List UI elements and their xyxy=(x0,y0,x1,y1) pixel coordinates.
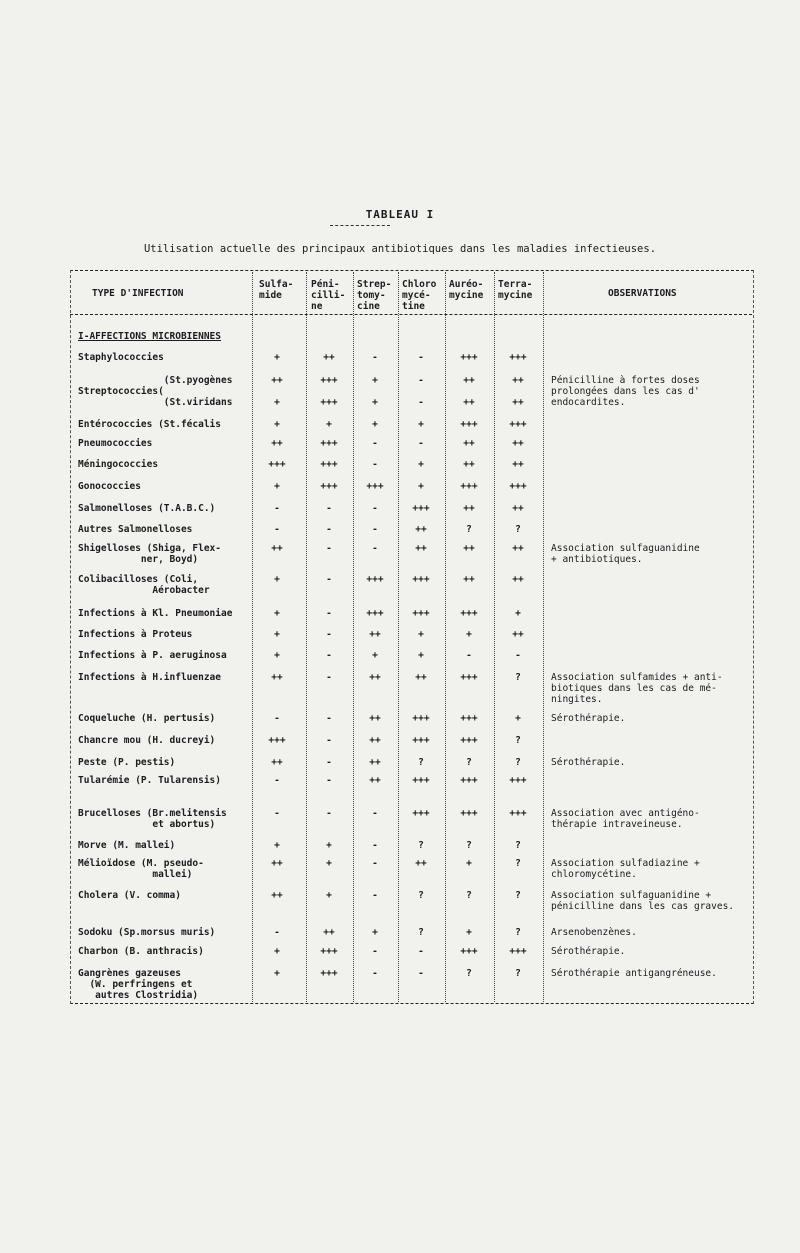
efficacy-cell: +++ xyxy=(460,481,478,492)
efficacy-cell: +++ xyxy=(460,775,478,786)
efficacy-cell: - xyxy=(372,543,378,554)
efficacy-cell: + + xyxy=(372,375,378,408)
efficacy-cell: ++ xyxy=(415,524,427,535)
infection-name: Coqueluche (H. pertusis) xyxy=(78,713,216,724)
efficacy-cell: ++ xyxy=(463,503,475,514)
efficacy-cell: ++ xyxy=(415,858,427,869)
efficacy-cell: +++ xyxy=(412,713,430,724)
observation-text: Association sulfamides + anti- biotiques dans les cas de mé- ningites. xyxy=(551,672,723,705)
efficacy-cell: ++ xyxy=(369,757,381,768)
efficacy-cell: - xyxy=(372,946,378,957)
efficacy-cell: +++ xyxy=(268,735,286,746)
efficacy-cell: - xyxy=(372,858,378,869)
efficacy-cell: + xyxy=(274,650,280,661)
efficacy-cell: ++ xyxy=(271,858,283,869)
infection-name: Colibacilloses (Coli, Aérobacter xyxy=(78,574,210,596)
efficacy-cell: +++ +++ xyxy=(320,375,338,408)
efficacy-cell: - xyxy=(372,890,378,901)
table-title: TABLEAU I xyxy=(365,208,435,221)
efficacy-cell: - xyxy=(326,608,332,619)
infection-name: Tularémie (P. Tularensis) xyxy=(78,775,221,786)
column-separator xyxy=(543,272,544,1002)
efficacy-cell: ++ xyxy=(463,438,475,449)
efficacy-cell: + xyxy=(274,608,280,619)
efficacy-cell: +++ xyxy=(509,419,527,430)
efficacy-cell: - xyxy=(418,438,424,449)
efficacy-cell: + xyxy=(418,650,424,661)
efficacy-cell: ? xyxy=(418,757,424,768)
efficacy-cell: ? xyxy=(515,757,521,768)
column-separator xyxy=(445,272,446,1002)
efficacy-cell: - xyxy=(326,574,332,585)
efficacy-cell: +++ xyxy=(366,481,384,492)
section-heading: I-AFFECTIONS MICROBIENNES xyxy=(78,331,221,342)
efficacy-cell: +++ xyxy=(460,735,478,746)
efficacy-cell: - xyxy=(372,840,378,851)
efficacy-cell: +++ xyxy=(412,574,430,585)
header-terramycine: Terra- mycine xyxy=(498,279,533,301)
efficacy-cell: - xyxy=(274,503,280,514)
efficacy-cell: + xyxy=(466,629,472,640)
efficacy-cell: +++ xyxy=(509,946,527,957)
efficacy-cell: ++ xyxy=(415,543,427,554)
efficacy-cell: ++ xyxy=(271,757,283,768)
header-streptomycine: Strep- tomy- cine xyxy=(357,279,392,312)
efficacy-cell: - xyxy=(326,808,332,819)
efficacy-cell: + xyxy=(274,946,280,957)
efficacy-cell: + xyxy=(372,927,378,938)
efficacy-cell: +++ xyxy=(460,946,478,957)
infection-name: Méningococcies xyxy=(78,459,159,470)
efficacy-cell: + xyxy=(326,890,332,901)
efficacy-cell: +++ xyxy=(509,481,527,492)
observation-text: Association sulfaguanidine + pénicilline dans les cas graves. xyxy=(551,890,735,912)
observation-text: Sérothérapie antigangréneuse. xyxy=(551,968,717,979)
efficacy-cell: - xyxy=(418,946,424,957)
efficacy-cell: ++ xyxy=(463,574,475,585)
efficacy-cell: - xyxy=(515,650,521,661)
efficacy-cell: ++ xyxy=(512,459,524,470)
efficacy-cell: ++ xyxy=(369,713,381,724)
efficacy-cell: ++ xyxy=(512,574,524,585)
observation-text: Sérothérapie. xyxy=(551,946,626,957)
efficacy-cell: +++ xyxy=(412,808,430,819)
efficacy-cell: +++ xyxy=(509,808,527,819)
efficacy-cell: ? xyxy=(418,840,424,851)
efficacy-cell: - xyxy=(326,757,332,768)
infection-name: Chancre mou (H. ducreyi) xyxy=(78,735,216,746)
efficacy-cell: - xyxy=(274,713,280,724)
infection-name: Infections à Kl. Pneumoniae xyxy=(78,608,233,619)
efficacy-cell: ++ xyxy=(323,352,335,363)
efficacy-cell: +++ xyxy=(412,735,430,746)
efficacy-cell: ++ xyxy=(369,629,381,640)
efficacy-cell: ++ xyxy=(369,672,381,683)
infection-name: (St.pyogènes Streptococcies( (St.viridans xyxy=(78,375,233,408)
efficacy-cell: - xyxy=(418,352,424,363)
infection-name: Entérococcies (St.fécalis xyxy=(78,419,221,430)
efficacy-cell: +++ xyxy=(320,459,338,470)
efficacy-cell: + xyxy=(466,858,472,869)
observation-text: Association sulfaguanidine + antibiotiques. xyxy=(551,543,700,565)
infection-name: Charbon (B. anthracis) xyxy=(78,946,204,957)
efficacy-cell: ++ xyxy=(369,775,381,786)
efficacy-cell: + xyxy=(274,419,280,430)
efficacy-cell: + xyxy=(274,629,280,640)
efficacy-cell: - xyxy=(274,524,280,535)
efficacy-cell: ++ xyxy=(512,438,524,449)
efficacy-cell: ++ ++ xyxy=(512,375,524,408)
efficacy-cell: ? xyxy=(466,840,472,851)
infection-name: Cholera (V. comma) xyxy=(78,890,181,901)
header-chloromycetine: Chloro mycé- tine xyxy=(402,279,437,312)
efficacy-cell: - xyxy=(274,775,280,786)
efficacy-cell: - xyxy=(326,524,332,535)
infection-name: Salmonelloses (T.A.B.C.) xyxy=(78,503,216,514)
infection-name: Staphylococcies xyxy=(78,352,164,363)
infection-name: Infections à H.influenzae xyxy=(78,672,221,683)
efficacy-cell: ++ xyxy=(512,543,524,554)
efficacy-cell: - xyxy=(326,713,332,724)
efficacy-cell: ++ xyxy=(369,735,381,746)
efficacy-cell: ? xyxy=(515,735,521,746)
efficacy-cell: +++ xyxy=(460,608,478,619)
efficacy-cell: ? xyxy=(515,858,521,869)
observation-text: Sérothérapie. xyxy=(551,713,626,724)
efficacy-cell: + xyxy=(326,840,332,851)
efficacy-cell: ? xyxy=(418,890,424,901)
efficacy-cell: ? xyxy=(515,890,521,901)
efficacy-cell: ? xyxy=(515,927,521,938)
efficacy-cell: - xyxy=(466,650,472,661)
efficacy-cell: ? xyxy=(466,757,472,768)
efficacy-cell: ++ xyxy=(415,672,427,683)
observation-text: Arsenobenzènes. xyxy=(551,927,637,938)
efficacy-cell: + xyxy=(372,650,378,661)
efficacy-cell: ? xyxy=(515,672,521,683)
efficacy-cell: +++ xyxy=(460,672,478,683)
efficacy-cell: - xyxy=(372,808,378,819)
efficacy-cell: + xyxy=(274,574,280,585)
observation-text: Pénicilline à fortes doses prolongées dans les cas d' endocardites. xyxy=(551,375,700,408)
infection-name: Infections à P. aeruginosa xyxy=(78,650,227,661)
efficacy-cell: +++ xyxy=(460,352,478,363)
efficacy-cell: ? xyxy=(466,968,472,979)
efficacy-cell: - xyxy=(326,672,332,683)
efficacy-cell: +++ xyxy=(460,713,478,724)
efficacy-cell: ? xyxy=(466,524,472,535)
efficacy-cell: - xyxy=(372,459,378,470)
efficacy-cell: ++ xyxy=(463,543,475,554)
efficacy-cell: +++ xyxy=(320,946,338,957)
efficacy-cell: - xyxy=(372,968,378,979)
infection-name: Shigelloses (Shiga, Flex- ner, Boyd) xyxy=(78,543,221,565)
efficacy-cell: - xyxy=(326,629,332,640)
efficacy-cell: +++ xyxy=(412,503,430,514)
efficacy-cell: ++ xyxy=(271,672,283,683)
efficacy-cell: + xyxy=(418,459,424,470)
efficacy-cell: ++ xyxy=(271,890,283,901)
efficacy-cell: + xyxy=(274,352,280,363)
header-aureomycine: Auréo- mycine xyxy=(449,279,484,301)
efficacy-cell: ++ + xyxy=(271,375,283,408)
table-subtitle: Utilisation actuelle des principaux antibiotiques dans les maladies infectieuses. xyxy=(143,243,657,255)
infection-name: Gonococcies xyxy=(78,481,141,492)
efficacy-cell: +++ xyxy=(320,968,338,979)
header-type: TYPE D'INFECTION xyxy=(92,288,184,299)
infection-name: Autres Salmonelloses xyxy=(78,524,193,535)
efficacy-cell: + xyxy=(372,419,378,430)
efficacy-cell: +++ xyxy=(460,808,478,819)
efficacy-cell: ? xyxy=(515,968,521,979)
efficacy-cell: + xyxy=(274,840,280,851)
infection-name: Brucelloses (Br.melitensis et abortus) xyxy=(78,808,227,830)
efficacy-cell: - xyxy=(326,775,332,786)
efficacy-cell: - xyxy=(418,968,424,979)
efficacy-cell: - - xyxy=(418,375,424,408)
efficacy-cell: ++ xyxy=(271,543,283,554)
title-underline xyxy=(330,225,390,226)
efficacy-cell: - xyxy=(326,503,332,514)
header-sulfamide: Sulfa- mide xyxy=(259,279,294,301)
efficacy-cell: ++ xyxy=(271,438,283,449)
efficacy-cell: + xyxy=(418,481,424,492)
efficacy-cell: +++ xyxy=(412,775,430,786)
efficacy-cell: ? xyxy=(515,840,521,851)
header-observations: OBSERVATIONS xyxy=(608,288,677,299)
efficacy-cell: +++ xyxy=(320,481,338,492)
column-separator xyxy=(494,272,495,1002)
efficacy-cell: +++ xyxy=(509,352,527,363)
efficacy-cell: + xyxy=(418,629,424,640)
efficacy-cell: ? xyxy=(418,927,424,938)
header-separator xyxy=(70,314,752,315)
observation-text: Association avec antigéno- thérapie intraveineuse. xyxy=(551,808,700,830)
efficacy-cell: +++ xyxy=(509,775,527,786)
efficacy-cell: - xyxy=(326,543,332,554)
efficacy-cell: +++ xyxy=(460,419,478,430)
infection-name: Gangrènes gazeuses (W. perfringens et autres Clostridia) xyxy=(78,968,199,1001)
efficacy-cell: + xyxy=(515,713,521,724)
efficacy-cell: +++ xyxy=(366,574,384,585)
efficacy-cell: - xyxy=(372,503,378,514)
efficacy-cell: ++ xyxy=(463,459,475,470)
efficacy-cell: - xyxy=(372,524,378,535)
efficacy-cell: - xyxy=(274,808,280,819)
efficacy-cell: + xyxy=(466,927,472,938)
efficacy-cell: - xyxy=(372,352,378,363)
efficacy-cell: + xyxy=(515,608,521,619)
efficacy-cell: - xyxy=(274,927,280,938)
efficacy-cell: - xyxy=(326,650,332,661)
efficacy-cell: + xyxy=(326,419,332,430)
observation-text: Association sulfadiazine + chloromycétine. xyxy=(551,858,700,880)
observation-text: Sérothérapie. xyxy=(551,757,626,768)
efficacy-cell: + xyxy=(274,968,280,979)
infection-name: Sodoku (Sp.morsus muris) xyxy=(78,927,216,938)
column-separator xyxy=(252,272,253,1002)
header-penicilline: Péni- cilli- ne xyxy=(311,279,346,312)
efficacy-cell: ? xyxy=(515,524,521,535)
infection-name: Mélioïdose (M. pseudo- mallei) xyxy=(78,858,204,880)
efficacy-cell: + xyxy=(274,481,280,492)
efficacy-cell: +++ xyxy=(320,438,338,449)
efficacy-cell: ++ xyxy=(323,927,335,938)
efficacy-cell: +++ xyxy=(268,459,286,470)
infection-name: Morve (M. mallei) xyxy=(78,840,176,851)
efficacy-cell: ? xyxy=(466,890,472,901)
infection-name: Infections à Proteus xyxy=(78,629,193,640)
efficacy-cell: + xyxy=(418,419,424,430)
efficacy-cell: +++ xyxy=(412,608,430,619)
efficacy-cell: ++ xyxy=(512,629,524,640)
efficacy-cell: - xyxy=(372,438,378,449)
infection-name: Pneumococcies xyxy=(78,438,153,449)
efficacy-cell: - xyxy=(326,735,332,746)
efficacy-cell: ++ xyxy=(512,503,524,514)
efficacy-cell: + xyxy=(326,858,332,869)
infection-name: Peste (P. pestis) xyxy=(78,757,176,768)
efficacy-cell: ++ ++ xyxy=(463,375,475,408)
efficacy-cell: +++ xyxy=(366,608,384,619)
